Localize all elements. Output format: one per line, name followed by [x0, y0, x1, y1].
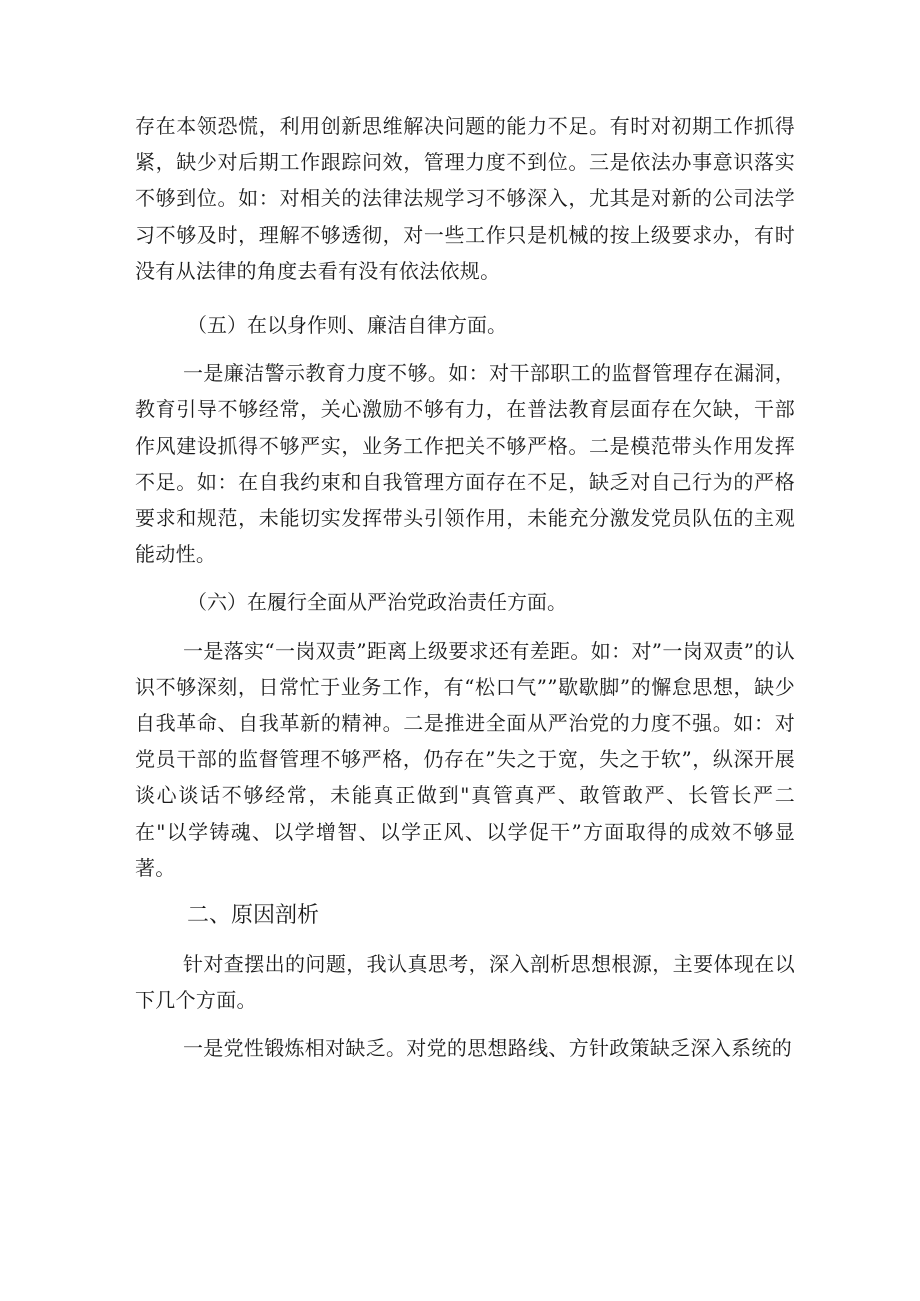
paragraph-law-awareness: 存在本领恐慌，利用创新思维解决问题的能力不足。有时对初期工作抓得紧，缺少对后期工作跟踪问效，管理力度不到位。三是依法办事意识落实不够到位。如：对相关的法律法规学习不够深入，尤其是对新的公司法学习不够及时，理解不够透彻，对一些工作只是机械的按上级要求办，有时没有从法律的角度去看有没有依法依规。	[135, 114, 795, 283]
paragraph-cause-intro: 针对查摆出的问题，我认真思考，深入剖析思想根源，主要体现在以下几个方面。	[135, 952, 795, 1013]
paragraph-party-responsibility: 一是落实“一岗双责”距离上级要求还有差距。如：对”一岗双责”的认识不够深刻，日常忙于业务工作，有“松口气””歇歇脚”的懈怠思想，缺少自我革命、自我革新的精神。二是推进全面从严治党的力度不强。如：对党员干部的监督管理不够严格，仍存在”失之于宽，失之于软”，纵深开展谈心谈话不够经常，未能真正做到"真管真严、敢管敢严、长管长严二在"以学铸魂、以学增智、以学正风、以学促干”方面取得的成效不够显著。	[135, 638, 795, 880]
section-title-cause-analysis: 二、原因剖析	[187, 903, 320, 929]
paragraph-party-training: 一是党性锻炼相对缺乏。对党的思想路线、方针政策缺乏深入系统的	[183, 1036, 792, 1061]
subheading-party-responsibility: （六）在履行全面从严治党政治责任方面。	[187, 590, 567, 615]
paragraph-integrity: 一是廉洁警示教育力度不够。如：对干部职工的监督管理存在漏洞，教育引导不够经常，关心激励不够有力，在普法教育层面存在欠缺，干部作风建设抓得不够严实，业务工作把关不够严格。二是模范带头作用发挥不足。如：在自我约束和自我管理方面存在不足，缺乏对自己行为的严格要求和规范，未能切实发挥带头引领作用，未能充分激发党员队伍的主观能动性。	[135, 361, 795, 567]
document-body	[135, 108, 795, 1067]
subheading-integrity: （五）在以身作则、廉洁自律方面。	[187, 313, 507, 338]
